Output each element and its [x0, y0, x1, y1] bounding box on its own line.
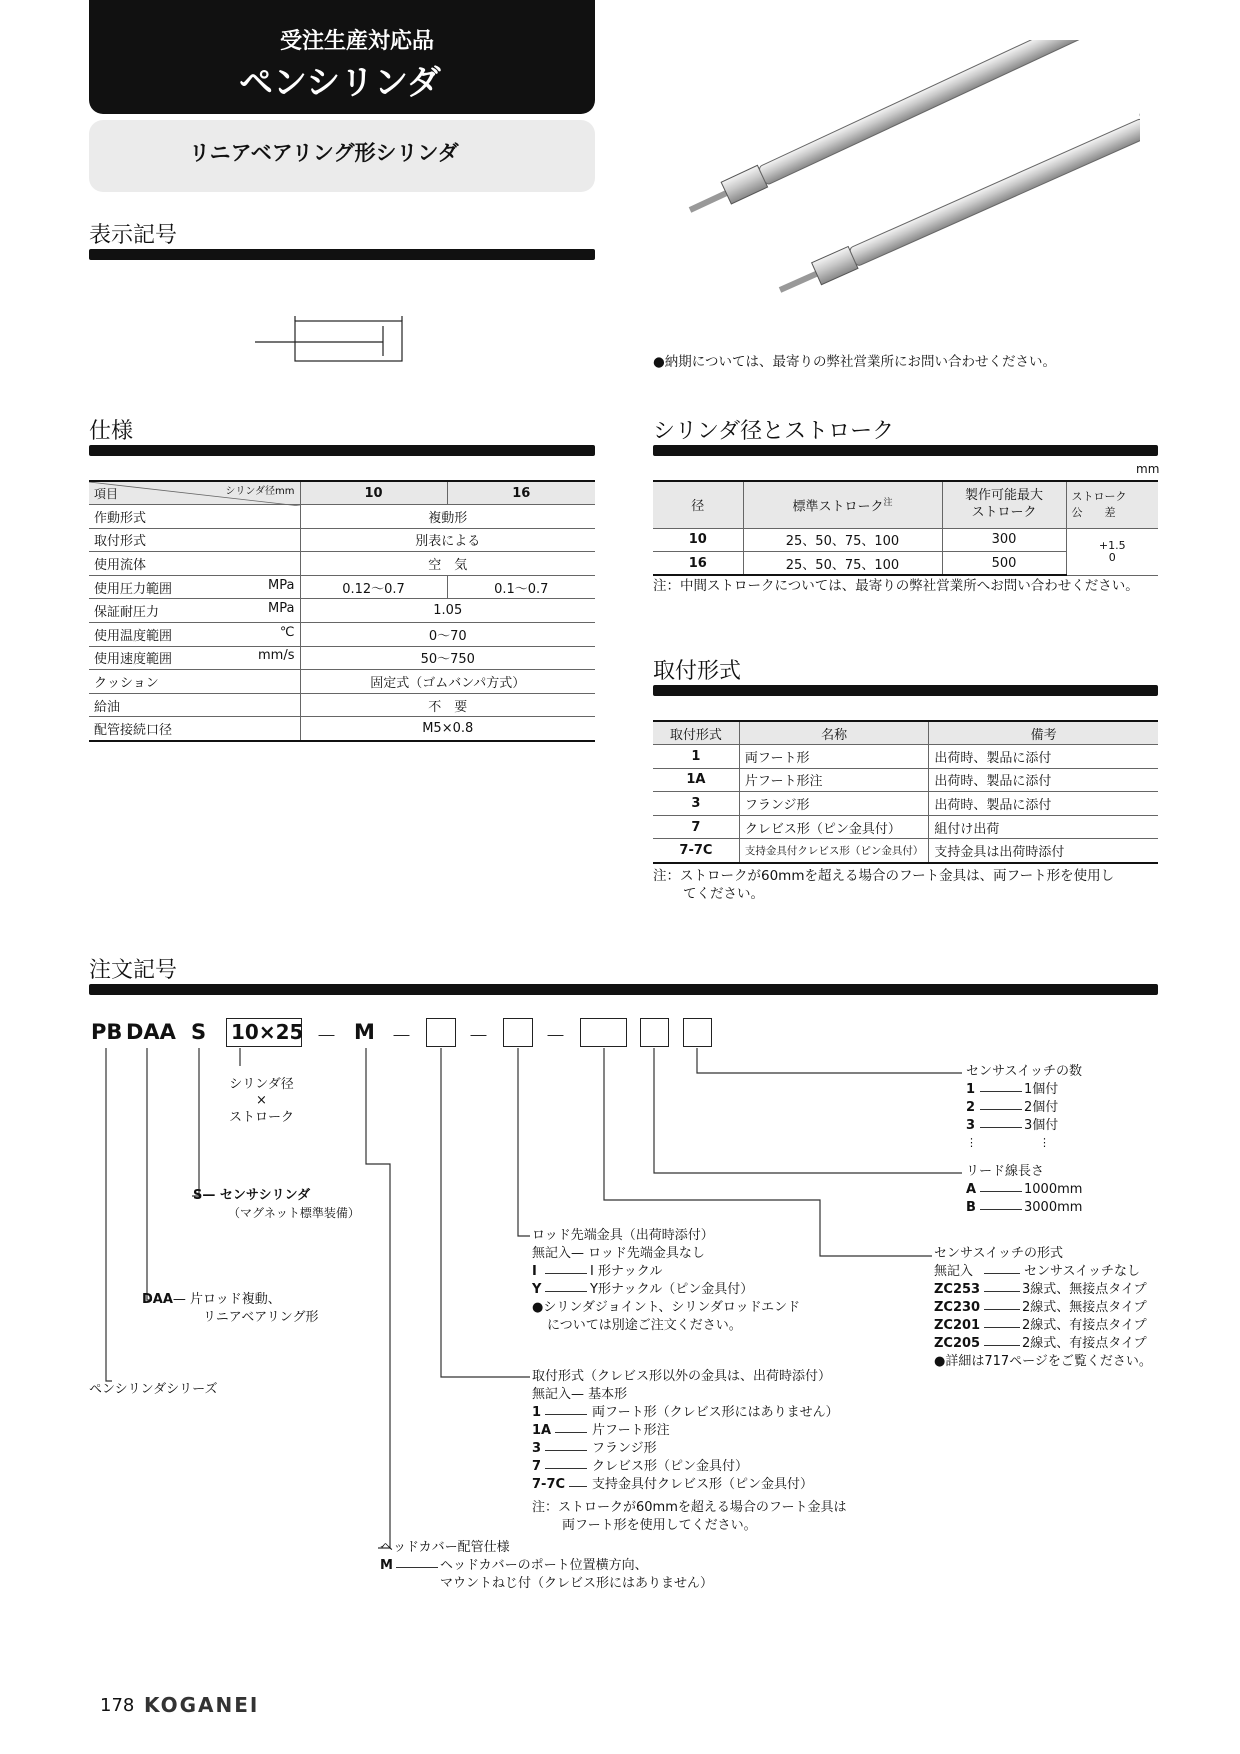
h-std-note: 注: [883, 498, 893, 509]
sensor-type-note: ●詳細は717ページをご覧ください。: [934, 1354, 1152, 1369]
lead-code: A: [966, 1182, 977, 1197]
rod-end-title: ロッド先端金具（出荷時添付）: [532, 1228, 714, 1243]
spec-value: 複動形: [300, 505, 595, 529]
code-dash: －: [468, 1024, 489, 1048]
bore-label: シリンダ径: [229, 1077, 294, 1092]
count-text: 1個付: [1024, 1082, 1059, 1097]
delivery-note: ●納期については、最寄りの弊社営業所にお問い合わせください。: [653, 354, 1057, 370]
dash-line: [980, 1091, 1022, 1092]
count-text: 2個付: [1024, 1100, 1059, 1115]
sensor-code: ZC205: [934, 1336, 981, 1351]
mount-order-note-1: 注：ストロークが60mmを超える場合のフート金具は: [532, 1500, 847, 1515]
code-dash: －: [391, 1024, 412, 1048]
mount-type: 3: [653, 792, 739, 816]
mount-code: 7-7C: [532, 1477, 566, 1492]
dash-line: [984, 1327, 1020, 1328]
daa-label: [142, 1292, 281, 1308]
sensor-count-title: センサスイッチの数: [966, 1064, 1082, 1079]
dots: ⋮: [966, 1136, 977, 1149]
h-std-text: 標準ストローク: [792, 499, 884, 515]
h-tol-1: ストローク: [1071, 490, 1127, 504]
code-size: 10×25: [231, 1020, 304, 1044]
spec-value: 別表による: [300, 528, 595, 552]
sensor-code: ZC230: [934, 1300, 981, 1315]
mount-text: 両フート形（クレビス形にはありません）: [592, 1405, 839, 1420]
code-daa: DAA: [126, 1020, 176, 1044]
lead-text: 3000mm: [1024, 1200, 1083, 1215]
mount-text: 片フート形注: [592, 1423, 670, 1438]
spec-label-text: 使用流体: [94, 558, 147, 574]
stroke-note: 注：中間ストロークについては、最寄りの弊社営業所へお問い合わせください。: [653, 578, 1139, 594]
dash-line: [984, 1345, 1020, 1346]
dash-line: [569, 1486, 587, 1487]
count-text: 3個付: [1024, 1118, 1059, 1133]
dash-line: [545, 1414, 587, 1415]
mount-text: クレビス形（ピン金具付）: [592, 1459, 749, 1474]
max-stroke: 500: [942, 552, 1066, 576]
mount-remark: 出荷時、製品に添付: [929, 792, 1158, 816]
mount-remark: 出荷時、製品に添付: [929, 745, 1158, 769]
lead-text: 1000mm: [1024, 1182, 1083, 1197]
dash-line: [980, 1209, 1022, 1210]
page-title: ペンシリンダ: [239, 63, 441, 103]
spec-label-text: 使用温度範囲: [94, 628, 173, 644]
head-title: ヘッドカバー配管仕様: [380, 1540, 510, 1555]
spec-value: 1.05: [300, 599, 595, 623]
header-bore-label: シリンダ径mm: [225, 486, 295, 497]
rod-end-code: I: [532, 1264, 537, 1279]
lead-code: B: [966, 1200, 976, 1215]
std-stroke: 25、50、75、100: [743, 552, 942, 576]
spec-value-16: 0.1～0.7: [447, 575, 595, 599]
sensor-code: ZC253: [934, 1282, 981, 1297]
count-code: 1: [966, 1082, 976, 1097]
head-text-1: ヘッドカバーのポート位置横方向、: [440, 1558, 648, 1573]
spec-label-text: クッション: [94, 676, 159, 692]
h-bore: 径: [653, 481, 743, 528]
dash-line: [545, 1450, 587, 1451]
mount-title: 取付形式（クレビス形以外の金具は、出荷時添付）: [532, 1369, 832, 1384]
spec-label-text: 保証耐圧力: [94, 605, 160, 621]
unit-label: mm: [1136, 462, 1160, 476]
tol-minus: 0: [1108, 550, 1116, 564]
dash-line: [984, 1309, 1020, 1310]
spec-label-text: 使用圧力範囲: [94, 581, 173, 597]
spec-unit: MPa: [268, 601, 295, 617]
dash-line: [545, 1273, 587, 1274]
dash-line: [980, 1109, 1022, 1110]
code-dash: －: [545, 1024, 566, 1048]
mount-none: 無記入— 基本形: [532, 1387, 628, 1402]
h-max-1: 製作可能最大: [964, 487, 1043, 503]
mount-text: 支持金具付クレビス形（ピン金具付）: [592, 1477, 814, 1492]
mount-remark: 出荷時、製品に添付: [929, 768, 1158, 792]
bore-16: 16: [447, 481, 595, 505]
section-order: 注文記号: [89, 958, 178, 983]
code-m: M: [354, 1020, 375, 1044]
tol-plus: +1.5: [1098, 538, 1126, 552]
h-tol-2: 公 差: [1071, 505, 1116, 519]
mount-name: フランジ形: [739, 792, 929, 816]
sensor-code: ZC201: [934, 1318, 981, 1333]
section-specs: 仕様: [89, 419, 134, 444]
header-subtitle: 受注生産対応品: [280, 29, 435, 54]
mount-type: 1: [653, 745, 739, 769]
sensor-text: 2線式、有接点タイプ: [1022, 1318, 1147, 1333]
dash-line: [984, 1291, 1020, 1292]
bore-stroke-label: [229, 1077, 294, 1126]
s-sub: （マグネット標準装備）: [228, 1206, 360, 1220]
daa-text-2: リニアベアリング形: [203, 1310, 319, 1325]
mount-code: 7: [532, 1459, 542, 1474]
rod-end-text: I 形ナックル: [590, 1264, 663, 1279]
max-stroke: 300: [942, 528, 1066, 552]
page-number: 178: [100, 1695, 135, 1716]
count-code: 2: [966, 1100, 976, 1115]
spec-value: M5×0.8: [300, 717, 595, 741]
spec-value: 50～750: [300, 646, 595, 670]
spec-value: 0～70: [300, 623, 595, 647]
mount-type: 7: [653, 815, 739, 839]
spec-value: 不 要: [300, 693, 595, 717]
daa-text-1: — 片ロッド複動、: [172, 1292, 281, 1307]
h-remark: 備考: [929, 721, 1158, 745]
rod-end-none: 無記入— ロッド先端金具なし: [532, 1246, 705, 1261]
rod-end-text: Y形ナックル（ピン金具付）: [590, 1282, 754, 1297]
mount-code: 1: [532, 1405, 542, 1420]
sensor-none-code: 無記入: [934, 1264, 974, 1279]
dash-line: [545, 1468, 587, 1469]
mount-type: 1A: [653, 768, 739, 792]
spec-label-text: 給油: [94, 699, 121, 715]
spec-value: 固定式（ゴムバンパ方式）: [300, 670, 595, 694]
brand-logo: KOGANEI: [144, 1693, 260, 1717]
count-code: 3: [966, 1118, 976, 1133]
spec-unit: ℃: [279, 624, 295, 640]
bore-10: 10: [300, 481, 447, 505]
section-mounting: 取付形式: [653, 659, 742, 684]
daa-code: DAA: [142, 1292, 173, 1307]
sensor-text: 2線式、有接点タイプ: [1022, 1336, 1147, 1351]
head-text-2: マウントねじ付（クレビス形にはありません）: [440, 1576, 714, 1591]
spec-label-text: 配管接続口径: [94, 722, 173, 738]
header-item-label: 項目: [94, 487, 119, 502]
h-max-2: ストローク: [971, 504, 1037, 520]
spec-label-text: 取付形式: [94, 534, 147, 550]
section-symbol: 表示記号: [89, 223, 178, 248]
mount-remark: 支持金具は出荷時添付: [929, 839, 1158, 863]
std-stroke: 25、50、75、100: [743, 528, 942, 552]
head-code: M: [380, 1558, 393, 1573]
mount-code: 3: [532, 1441, 542, 1456]
code-pb: PB: [91, 1020, 123, 1044]
mount-remark: 組付け出荷: [929, 815, 1158, 839]
lead-title: リード線長さ: [966, 1164, 1045, 1179]
dash-line: [545, 1291, 587, 1292]
mount-name: 両フート形: [739, 745, 929, 769]
code-s: S: [191, 1020, 207, 1044]
spec-label-text: 使用速度範囲: [94, 652, 173, 668]
mount-text: フランジ形: [592, 1441, 657, 1456]
dash-line: [396, 1567, 438, 1568]
mount-type: 7-7C: [653, 839, 739, 863]
category-title: リニアベアリング形シリンダ: [189, 141, 459, 165]
dots: ⋮: [1039, 1136, 1050, 1149]
series-label: ペンシリンダシリーズ: [89, 1382, 218, 1397]
mount-note-2: てください。: [683, 886, 764, 902]
section-bore-stroke: シリンダ径とストローク: [653, 419, 895, 444]
h-type: 取付形式: [653, 721, 739, 745]
mount-code: 1A: [532, 1423, 552, 1438]
dash-line: [555, 1432, 587, 1433]
s-label: [193, 1188, 310, 1204]
spec-value-10: 0.12～0.7: [300, 575, 447, 599]
mount-note-1: 注：ストロークが60mmを超える場合のフート金具は、両フート形を使用し: [653, 868, 1115, 884]
spec-label-text: 作動形式: [94, 510, 147, 526]
mount-name: 支持金具付クレビス形（ピン金具付）: [739, 839, 929, 863]
sensor-type-title: センサスイッチの形式: [934, 1246, 1063, 1261]
dash-line: [984, 1273, 1020, 1274]
stroke-label: ストローク: [229, 1109, 295, 1125]
h-name: 名称: [739, 721, 929, 745]
mount-name: クレビス形（ピン金具付）: [739, 815, 929, 839]
code-dash: －: [316, 1024, 337, 1048]
mount-name: 片フート形注: [739, 768, 929, 792]
sensor-none-text: センサスイッチなし: [1024, 1264, 1140, 1279]
bore: 16: [653, 552, 743, 576]
rod-end-code: Y: [532, 1282, 542, 1297]
bore: 10: [653, 528, 743, 552]
spec-value: 空 気: [300, 552, 595, 576]
dash-line: [980, 1191, 1022, 1192]
sensor-text: 3線式、無接点タイプ: [1022, 1282, 1147, 1297]
sensor-text: 2線式、無接点タイプ: [1022, 1300, 1147, 1315]
spec-unit: MPa: [268, 577, 295, 593]
dash-line: [980, 1127, 1022, 1128]
rod-end-note-2: については別途ご注文ください。: [547, 1318, 742, 1333]
times-label: ×: [256, 1093, 267, 1109]
s-label-text: S— センサシリンダ: [193, 1188, 311, 1203]
mount-order-note-2: 両フート形を使用してください。: [562, 1518, 757, 1533]
spec-unit: mm/s: [258, 648, 295, 664]
rod-end-note-1: ●シリンダジョイント、シリンダロッドエンド: [532, 1300, 801, 1315]
